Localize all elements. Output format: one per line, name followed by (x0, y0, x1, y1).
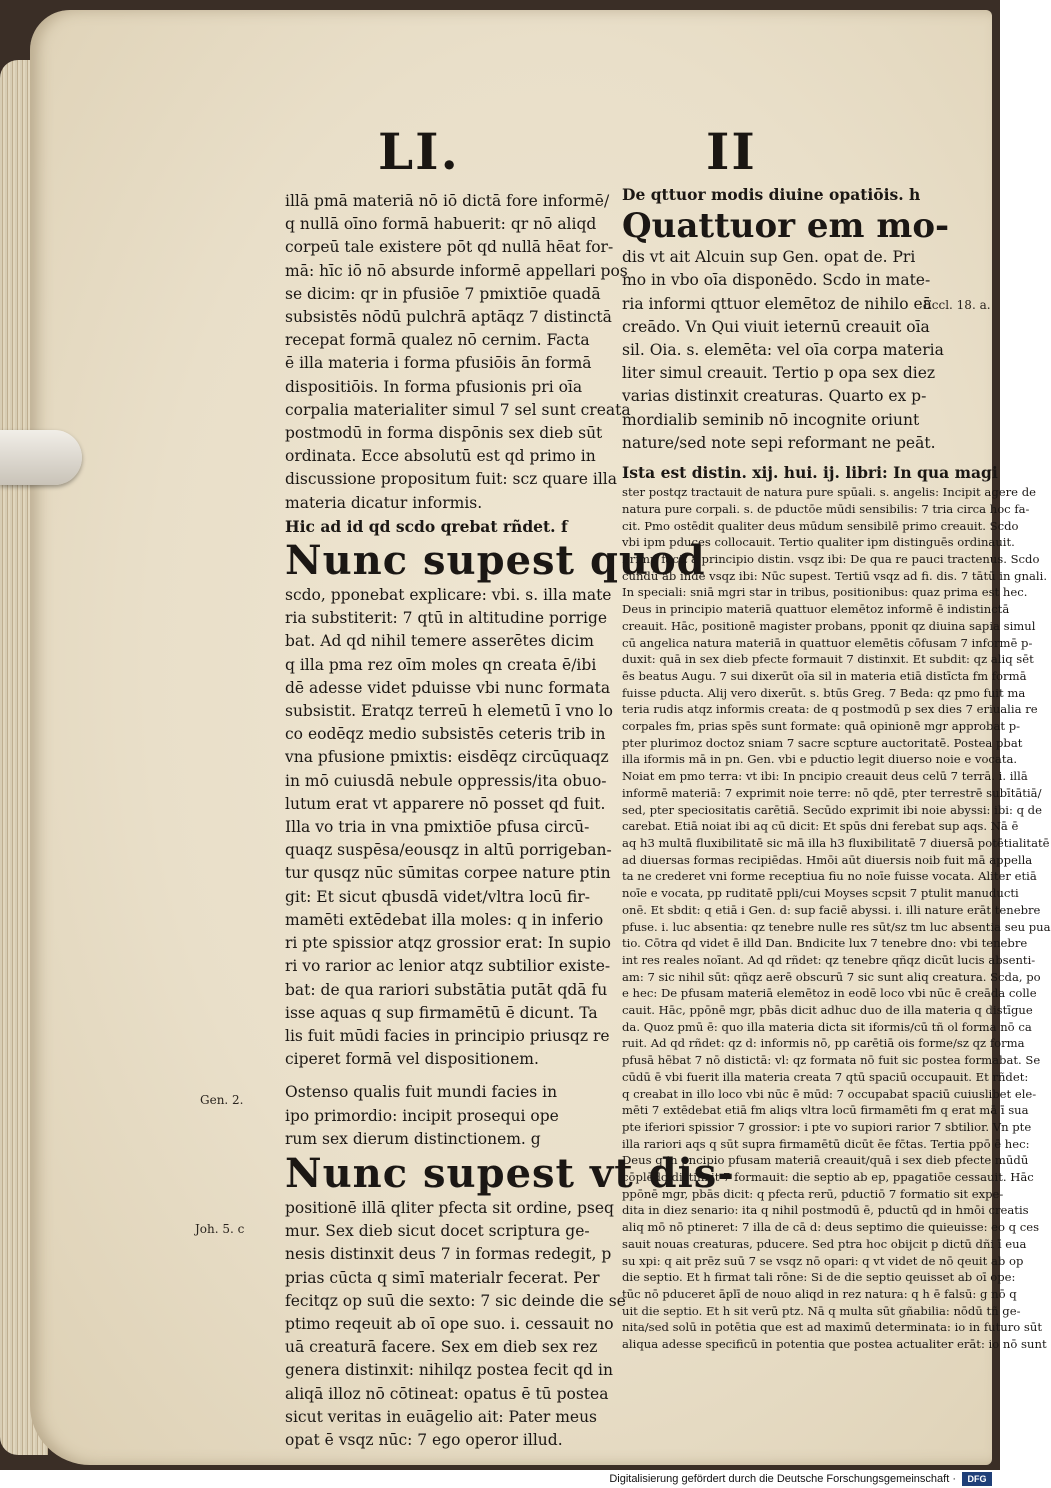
commentary-line: vbi ipm pduces collocauit. Tertio qualiter ipm distinguēs ordinauit. (622, 535, 1015, 550)
text-line: ri pte spissior atqz grossior erat: In supio (285, 934, 611, 953)
text-line: ē illa materia i forma pfusiōis ān formā (285, 354, 592, 373)
commentary-line: cū angelica natura materiā in quattuor elemētis cōfusam 7 informē p- (622, 635, 1033, 650)
right-commentary (622, 484, 1051, 1353)
text-line: mā: hīc iō nō absurde informē appellari pos (285, 261, 628, 280)
commentary-line: uit die septio. Et h sit verū ptz. Nā q multa sūt gñabilia: nōdū tñ ge- (622, 1303, 1021, 1318)
left-intro-line: Hic ad id qd scdo qrebat rñdet. f (285, 516, 568, 536)
left-paragraph-3 (285, 1197, 626, 1452)
text-line: ordinata. Ecce absolutū est qd primo in (285, 447, 596, 466)
text-line: dispositiōis. In forma pfusionis pri oīa (285, 377, 583, 396)
commentary-line: aliqua adesse specificū in potentia que postea actualiter erāt: io nō sunt (622, 1337, 1047, 1352)
text-line: q illa pma rez oīm moles qn creata ē/ibi (285, 655, 597, 674)
commentary-line: int res reales noīant. Ad qd rñdet: qz tenebre qñqz dicūt lucis absenti- (622, 952, 1036, 967)
commentary-line: In speciali: sniā mgri star in tribus, positionibus: quaz prima est hec. (622, 585, 1028, 600)
commentary-line: cūdū ē vbi fuerit illa materia creata 7 qtū spaciū occupauit. Et rñdet: (622, 1069, 1029, 1084)
text-line: mamēti extēdebat illa moles: q in inferio (285, 910, 604, 929)
commentary-line: informē materiā: 7 exprimit noie terre: nō qdē, pter terrestrē subītātiā/ (622, 785, 1042, 800)
commentary-line: natura pure corpali. s. de pductōe mūdi sensibilis: 7 tria circa hoc fa- (622, 501, 1030, 516)
text-line: varias distinxit creaturas. Quarto ex p- (622, 387, 927, 406)
text-line: materia dicatur informis. (285, 493, 483, 512)
text-line: discussione propositum fuit: scz quare illa (285, 470, 617, 489)
commentary-line: die septio. Et h firmat tali rōne: Si de die septio qeuisset ab oī ope: (622, 1270, 1016, 1285)
text-line: positionē illā qliter pfecta sit ordine, pseq (285, 1198, 614, 1217)
text-line: creādo. Vn Qui viuit ieternū creauit oīa (622, 317, 930, 336)
commentary-line: cit. Pmo ostēdit qualiter deus mūdum sensibilē primo creauit. Scdo (622, 518, 1019, 533)
left-paragraph-2 (285, 584, 613, 1071)
text-line: liter simul creauit. Tertio p opa sex diez (622, 364, 936, 383)
page-header-left: LI. (378, 122, 460, 181)
dfg-logo: DFG (962, 1472, 992, 1486)
commentary-line: fuisse pducta. Alij vero dixerūt. s. btūs Greg. 7 Beda: qz pmo fuit ma (622, 685, 1026, 700)
left-section-intro (285, 1081, 605, 1151)
text-line: bat: de qua rariori substātia putāt qdā fu (285, 980, 608, 999)
commentary-line: cundū ab inde vsqz ibi: Nūc supest. Tertiū vsqz ad fi. dis. 7 tātū in gnali. (622, 568, 1048, 583)
commentary-line: creauit. Hāc, positionē magister probans, pponit qz diuina sapia simul (622, 618, 1036, 633)
text-line: prias cūcta q simī materialr fecerat. Per (285, 1268, 600, 1287)
commentary-line: Deus q in pncipio pfusam materiā creauit/quā i sex dieb pfecte mūdū (622, 1153, 1029, 1168)
commentary-line: Deus in principio materiā quattuor elemētoz informē ē indistinctā (622, 602, 1010, 617)
text-line: q nullā oīno formā habuerit: qr nō aliqd (285, 215, 597, 234)
commentary-line: carebat. Etiā noiat ibi aq cū dicit: Et spūs dni ferebat sup aqs. Nā ē (622, 819, 1019, 834)
text-line: ria informi qttuor elemētoz de nihilo eā (622, 294, 932, 313)
commentary-line: nita/sed solū in potētia que est ad maximū determinata: io in futuro sūt (622, 1320, 1043, 1335)
margin-note-john: Joh. 5. c (195, 1222, 245, 1236)
commentary-line: ad diuersas formas recipiēdas. Hmōi aūt diuersis noib fuit mā appella (622, 852, 1033, 867)
text-line: scdo, pponebat explicare: vbi. s. illa mate (285, 586, 612, 605)
commentary-line: mēti 7 extēdebat etiā fm aliqs vltra locū firmamēti fm q erat mā ī sua (622, 1103, 1029, 1118)
page-header-right: II (706, 122, 757, 181)
page-tab-marker (0, 430, 82, 485)
text-line: lutum erat vt apparere nō posset qd fuit. (285, 794, 606, 813)
text-line: lis fuit mūdi facies in principio priusqz re (285, 1026, 610, 1045)
commentary-line: ruit. Ad qd rñdet: qz d: informis nō, pp carētiā ois forme/sz qz forma (622, 1036, 1025, 1051)
left-text-column (285, 190, 735, 1452)
text-line: mur. Sex dieb sicut docet scriptura ge- (285, 1222, 590, 1241)
commentary-line: su xpi: q ait prēz suū 7 se vsqz nō opari: q vt videt de nō qeuit ab op (622, 1253, 1024, 1268)
commentary-line: pter plurimoz doctoz sniam 7 sacre scpture auctoritatē. Postea pbat (622, 735, 1023, 750)
commentary-line: am: 7 sic nihil sūt: qñqz aerē obscurū 7 sic sunt aliq creatura. Scda, po (622, 969, 1041, 984)
commentary-line: sed, pter speciositatis carētiā. Secūdo exprimit ibi noie abyssi: ibi: q de (622, 802, 1042, 817)
text-line: tur qusqz nūc sūmitas corpee nature ptin (285, 864, 611, 883)
text-line: subsistit. Eratqz terreū h elemetū ī vno lo (285, 702, 613, 721)
commentary-line: aq h3 multā fluxibilitatē sic mā illa h3 fluxibilitatē 7 diuersā potētialitatē (622, 836, 1050, 850)
text-line: nesis distinxit deus 7 in formas redegit, p (285, 1245, 612, 1264)
section-intro-line: Ostenso qualis fuit mundi facies in (285, 1083, 558, 1102)
commentary-line: pte iferiori spissior 7 grossior: i pte vo supiori rarior 7 sbtilior. Vn pte (622, 1119, 1032, 1134)
commentary-line: illa rariori aqs q sūt supra firmamētū dicūt ēe fc̄tas. Tertia ppō ē hec: (622, 1136, 1030, 1151)
text-line: co eodēqz medio subsistēs ceteris trib in (285, 725, 606, 744)
text-line: fecitqz op suū die sexto: 7 sic deinde die se (285, 1291, 626, 1310)
text-line: isse aquas q sup firmamētū ē dicunt. Ta (285, 1003, 598, 1022)
footer-bar (0, 1470, 1000, 1488)
text-line: uā creaturā facere. Sex em dieb sex rez (285, 1338, 598, 1357)
commentary-line: da. Quoz pmū ē: quo illa materia dicta sit iformis/cū tñ ol forma nō ca (622, 1019, 1032, 1034)
right-paragraph-1 (622, 246, 1022, 455)
text-line: ciperet formā vel dispositionem. (285, 1050, 539, 1069)
text-line: nature/sed note sepi reformant ne peāt. (622, 433, 936, 452)
text-line: quaqz suspēsa/eousqz in altū porrigeban- (285, 841, 612, 860)
commentary-line: Primu facit a principio distin. vsqz ibi: De qua re pauci tractenus. Scdo (622, 552, 1040, 567)
distinction-line: Ista est distin. xij. hui. ij. libri: In qua magi (622, 463, 998, 483)
commentary-line: pfuse. i. luc absentia: qz tenebre nulle res sūt/sz tm luc absentia seu pua (622, 919, 1051, 934)
text-line: vna pfusione pmixtis: eisdēqz circūquaqz (285, 748, 609, 767)
commentary-line: duxit: quā in sex dieb pfecte formauit 7 distinxit. Et subdit: qz aliq sēt (622, 652, 1034, 667)
commentary-line: q creabat in illo loco vbi nūc ē mūd: 7 occupabat spaciū cuiuslibet ele- (622, 1086, 1037, 1101)
commentary-line: pfusā hēbat 7 nō distictā: vl: qz formata nō fuit sic postea formabat. Se (622, 1053, 1041, 1068)
commentary-line: sauit nouas creaturas, pducere. Sed ptra hoc obijcit p dictū dñi ī eua (622, 1236, 1027, 1251)
margin-note-ecclesiasticus: Eccl. 18. a. (923, 298, 991, 312)
commentary-line: ta ne crederet vni forme receptiua fiu no noīe fuisse vocata. Aliter etiā (622, 869, 1037, 884)
text-line: ptimo reqeuit ab oī ope suo. i. cessauit no (285, 1314, 614, 1333)
text-line: ri vo rarior ac lenior atqz subtilior existe- (285, 957, 611, 976)
text-line: opat ē vsqz nūc: 7 ego operor illud. (285, 1430, 563, 1449)
commentary-line: dita in diez senario: ita q nihil postmodū ē, pductū qd in hmōi creatis (622, 1203, 1029, 1218)
margin-note-genesis: Gen. 2. (200, 1093, 244, 1107)
text-line: mo in vbo oīa disponēdo. Scdo in mate- (622, 271, 931, 290)
text-line: recepat formā qualez nō cernim. Facta (285, 331, 590, 350)
commentary-line: ster postqz tractauit de natura pure spūali. s. angelis: Incipit agere de (622, 485, 1036, 500)
text-line: sil. Oia. s. elemēta: vel oīa corpa materia (622, 341, 944, 360)
commentary-line: cōplēdo distinxit 7 formauit: die septio ab ep, ppagatiōe cessauit. Hāc (622, 1170, 1034, 1185)
text-line: dis vt ait Alcuin sup Gen. opat de. Pri (622, 248, 916, 267)
commentary-line: onē. Et sbdit: q etiā i Gen. d: sup faciē abyssi. i. illi nature erāt tenebre (622, 902, 1041, 917)
right-heading: Quattuor em mo- (622, 206, 950, 247)
text-line: illā pmā materiā nō iō dictā fore informē/ (285, 192, 610, 210)
text-line: postmodū in forma dispōnis sex dieb sūt (285, 424, 603, 443)
commentary-line: ppōnē mgr, pbās dicit: q pfecta rerū, pductiō 7 formatio sit expe- (622, 1186, 1004, 1201)
text-line: Illa vo tria in vna pmixtiōe pfusa circū- (285, 818, 590, 837)
text-line: genera distinxit: nihilqz postea fecit qd in (285, 1361, 613, 1380)
commentary-line: tio. Cōtra qd videt ē illd Dan. Bndicite lux 7 tenebre dno: vbi tenebre (622, 936, 1028, 951)
commentary-line: ēs beatus Augu. 7 sui dixerūt oīa sil in materia etiā distīcta fm formā (622, 668, 1027, 683)
commentary-line: illa iformis mā in pn. Gen. vbi e pductio legit diuerso noie e vocata. (622, 752, 1018, 767)
book-page (30, 10, 1051, 1465)
footer-credit: Digitalisierung gefördert durch die Deutsche Forschungsgemeinschaft · (609, 1473, 956, 1485)
text-line: bat. Ad qd nihil temere asserētes dicim (285, 632, 595, 651)
commentary-line: noīe e vocata, pp ruditatē ppli/cui Moyses scpsit 7 ptulit manuducti (622, 886, 1019, 901)
right-text-column (622, 183, 1051, 1353)
section-intro-line: ipo primordio: incipit prosequi ope (285, 1106, 559, 1125)
text-line: dē adesse videt pduisse vbi nunc formata (285, 678, 611, 697)
text-line: ria substiterit: 7 qtū in altitudine porrige (285, 609, 608, 628)
left-heading-2: Nunc supest vt dis- (285, 1149, 735, 1197)
commentary-line: corpales fm, prias spēs sunt formate: quā opinionē mgr approbat p- (622, 719, 1021, 734)
text-line: mordialib seminib nō incognite oriunt (622, 410, 920, 429)
left-heading-1: Nunc supest quod (285, 537, 706, 585)
commentary-line: teria rudis atqz informis creata: de q postmodū p sex dies 7 eriualia re (622, 702, 1038, 717)
text-line: corpeū tale existere pōt qd nullā hēat for- (285, 238, 614, 257)
text-line: sicut veritas in euāgelio ait: Pater meus (285, 1407, 598, 1426)
commentary-line: cauit. Hāc, ppōnē mgr, pbās dicit adhuc duo de illa materia q distīgue (622, 1003, 1033, 1018)
commentary-line: e hec: De pfusam materiā elemētoz in eodē loco vbi nūc ē creāda colle (622, 986, 1037, 1001)
left-paragraph-1 (285, 190, 631, 515)
commentary-line: aliq mō nō ptineret: 7 illa de cā d: deus septimo die quieuisse: eo q ces (622, 1220, 1040, 1235)
commentary-line: Noiat em pmo terra: vt ibi: In pncipio creauit deus celū 7 terrā. i. illā (622, 769, 1028, 784)
text-line: in mō cuiusdā nebule oppressis/ita obuo- (285, 771, 607, 790)
text-line: aliqā illoz nō cōtineat: opatus ē tū postea (285, 1384, 609, 1403)
right-top-line: De qttuor modis diuine opatiōis. h (622, 185, 921, 204)
text-line: se dicim: qr in pfusiōe 7 pmixtiōe quadā (285, 284, 601, 303)
text-line: corpalia materialiter simul 7 sel sunt creata (285, 400, 631, 419)
section-intro-line: rum sex dierum distinctionem. g (285, 1129, 541, 1148)
text-line: subsistēs nōdū pulchrā aptāqz 7 distinctā (285, 308, 612, 327)
commentary-line: tūc nō pduceret āplī de nouo aliqd in rez natura: q h ē falsū: g nō q (622, 1286, 1017, 1301)
text-line: git: Et sicut qbusdā videt/vltra locū fir- (285, 887, 590, 906)
